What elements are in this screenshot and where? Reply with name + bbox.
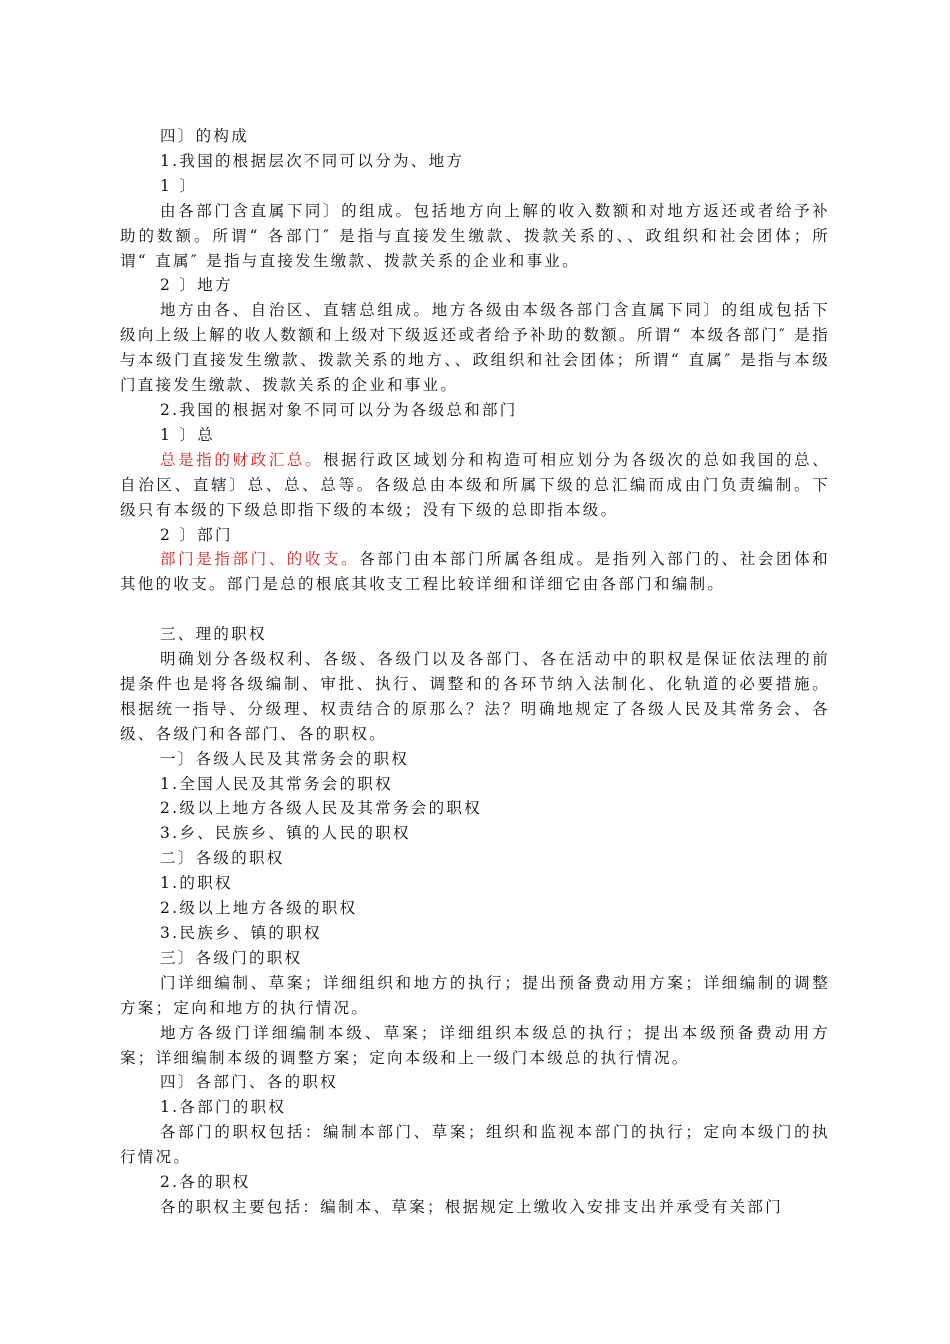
section-heading-composition: 四〕的构成 bbox=[160, 127, 250, 145]
document-body bbox=[120, 124, 830, 1220]
highlight-total-definition: 总是指的财政汇总。 bbox=[160, 450, 324, 469]
list-item-local-powers: 2.级以上地方各级的职权 bbox=[160, 899, 358, 918]
list-item-unit-powers: 2.各的职权 bbox=[160, 1173, 251, 1192]
paragraph-local: 地方由各、自治区、直辖总组成。地方各级由本级各部门含直属下同〕的组成包括下级向上级上解的收人数额和上级对下级返还或者给予补助的数额。所谓“ 本级各部门″ 是指与本级门直接发生缴款、拨款关系的地方、、政组织和社会团体；所谓“ 直属″ 是指与本级门直接发生缴款、拨款关系的企业和事业。 bbox=[120, 301, 830, 395]
list-item-national-congress: 1.全国人民及其常务会的职权 bbox=[160, 774, 393, 793]
paragraph-total-text: 根据行政区域划分和构造可相应划分为各级次的总如我国的总、自治区、直辖〕总、总、总等。各级总由本级和所属下级的总汇编而成由门负责编制。下级只有本级的下级总即指下级的本级；没有下级的总即指本级。 bbox=[120, 450, 831, 519]
paragraph-finance-dept: 门详细编制、草案；详细组织和地方的执行；提出预备费动用方案；详细编制的调整方案；定向和地方的执行情况。 bbox=[120, 973, 830, 1017]
item-2-local-heading: 2 〕地方 bbox=[160, 276, 233, 295]
paragraph-local-finance-dept: 地方各级门详细编制本级、草案；详细组织本级总的执行；提出本级预备费动用方案；详细编制本级的调整方案；定向本级和上一级门本级总的执行情况。 bbox=[120, 1023, 830, 1067]
list-item-department-powers: 1.各部门的职权 bbox=[160, 1098, 287, 1117]
spacer bbox=[120, 597, 830, 622]
list-item-central-powers: 1.的职权 bbox=[160, 874, 233, 893]
subheading-congress-powers: 一〕各级人民及其常务会的职权 bbox=[160, 749, 410, 768]
list-item-township-powers: 3.民族乡、镇的职权 bbox=[160, 923, 322, 942]
paragraph-department-powers: 各部门的职权包括：编制本部门、草案；组织和监视本部门的执行；定向本级门的执行情况。 bbox=[120, 1123, 830, 1167]
paragraph-unit-powers: 各的职权主要包括：编制本、草案；根据规定上缴收入安排支出并承受有关部门 bbox=[160, 1197, 784, 1216]
paragraph-central: 由各部门含直属下同〕的组成。包括地方向上解的收入数额和对地方返还或者给予补助的数额。所谓“ 各部门″ 是指与直接发生缴款、拨款关系的、、政组织和社会团体；所谓“ 直属″ 是指与直接发生缴款、拨款关系的企业和事业。 bbox=[120, 201, 830, 270]
section-heading-powers: 三、理的职权 bbox=[160, 625, 267, 644]
subheading-department-unit-powers: 四〕各部门、各的职权 bbox=[160, 1073, 339, 1092]
item-2-department-heading: 2 〕部门 bbox=[160, 525, 233, 544]
item-1-total-heading: 1 〕总 bbox=[160, 425, 215, 444]
item-1-heading: 1 〕 bbox=[160, 176, 198, 195]
paragraph-total bbox=[120, 448, 830, 523]
highlight-department-definition: 部门是指部门、的收支。 bbox=[160, 550, 360, 569]
subheading-by-object: 2.我国的根据对象不同可以分为各级总和部门 bbox=[160, 400, 518, 419]
subheading-government-powers: 二〕各级的职权 bbox=[160, 849, 285, 868]
subheading-finance-dept-powers: 三〕各级门的职权 bbox=[160, 948, 303, 967]
paragraph-department bbox=[120, 547, 830, 597]
subheading-by-level: 1.我国的根据层次不同可以分为、地方 bbox=[160, 151, 465, 170]
list-item-local-congress: 2.级以上地方各级人民及其常务会的职权 bbox=[160, 799, 482, 818]
list-item-township-congress: 3.乡、民族乡、镇的人民的职权 bbox=[160, 824, 411, 843]
paragraph-department-text: 各部门由本部门所属各组成。是指列入部门的、社会团体和其他的收支。部门是总的根底其收支工程比较详细和详细它由各部门和编制。 bbox=[120, 550, 830, 594]
paragraph-powers-intro: 明确划分各级权利、各级、各级门以及各部门、各在活动中的职权是保证依法理的前提条件也是将各级编制、审批、执行、调整和的各环节纳入法制化、化轨道的必要措施。根据统一指导、分级理、权责结合的原那么？法？明确地规定了各级人民及其常务会、各级、各级门和各部门、各的职权。 bbox=[120, 650, 830, 743]
